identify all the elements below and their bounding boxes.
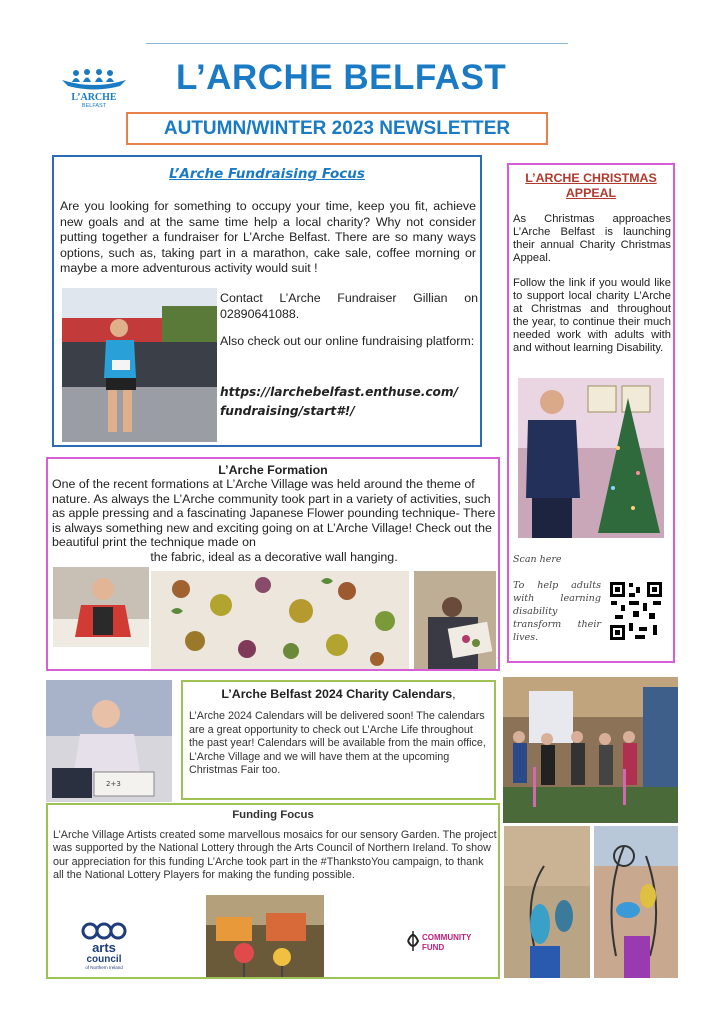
calendars-heading-line bbox=[183, 687, 494, 701]
lottery-logo-line1: COMMUNITY bbox=[422, 933, 472, 942]
calendars-heading-suffix: , bbox=[452, 687, 456, 701]
fundraising-link-line1[interactable]: https://larchebelfast.enthuse.com/ bbox=[220, 385, 459, 399]
christmas-heading: L’ARCHE CHRISTMAS APPEAL bbox=[525, 171, 657, 200]
fundraising-link[interactable] bbox=[220, 383, 478, 421]
christmas-paragraph-2: Follow the link if you would like to support local charity L’Arche at Christmas and throughout the year, to continue their much needed work with adults with and without learning Disability. bbox=[513, 277, 671, 354]
arts-logo-line2: council bbox=[86, 954, 122, 965]
flower-print-fabric-photo bbox=[151, 571, 409, 669]
formation-photo-person bbox=[53, 567, 149, 647]
fundraising-online: Also check out our online fundraising platform: bbox=[220, 334, 475, 349]
funding-paragraph: L’Arche Village Artists created some marvellous mosaics for our sensory Garden. The project was supported by the National Lottery through the Arts Council of Northern Ireland. To show our appreciation for this funding L’Arche took part in the #ThankstoYou campaign, to thank all the National Lottery Players for making the funding possible. bbox=[53, 829, 497, 882]
fundraising-heading: L’Arche Fundraising Focus bbox=[169, 166, 365, 182]
community-fund-logo bbox=[404, 927, 474, 957]
christmas-paragraph-1: As Christmas approaches L’Arche Belfast is launching their annual Charity Christmas Appeal. bbox=[513, 213, 671, 264]
calendars-heading: L’Arche Belfast 2024 Charity Calendars bbox=[221, 687, 453, 701]
arts-logo-line1: arts bbox=[92, 940, 116, 955]
formation-section bbox=[46, 457, 500, 671]
fundraising-section bbox=[52, 155, 482, 447]
funding-heading: Funding Focus bbox=[232, 809, 314, 821]
group-photo bbox=[503, 677, 678, 823]
fundraising-contact: Contact L’Arche Fundraiser Gillian on 02890641088. bbox=[220, 291, 478, 321]
formation-heading: L’Arche Formation bbox=[218, 463, 328, 477]
top-divider bbox=[146, 43, 568, 44]
scan-description: To help adults with learning disability transform their lives. bbox=[513, 580, 601, 643]
newsletter-subtitle: AUTUMN/WINTER 2023 NEWSLETTER bbox=[163, 117, 511, 139]
lottery-logo-line2: FUND bbox=[422, 943, 445, 952]
christmas-appeal-section bbox=[507, 163, 675, 663]
mosaic-photo bbox=[206, 895, 324, 977]
logo-subtext: BELFAST bbox=[81, 103, 107, 108]
formation-paragraph-block bbox=[52, 477, 496, 565]
formation-photo-card bbox=[414, 571, 496, 669]
mosaic-sculpture-photo-1 bbox=[504, 826, 590, 978]
arts-council-logo bbox=[76, 921, 132, 971]
formation-paragraph-end: the fabric, ideal as a decorative wall hanging. bbox=[150, 549, 398, 564]
subtitle-box bbox=[126, 112, 548, 145]
mosaic-sculpture-photo-2 bbox=[594, 826, 678, 978]
calendars-paragraph: L’Arche 2024 Calendars will be delivered soon! The calendars are a great opportunity to check out L’Arche Life throughout the past year! Calendars will be available from the main office, L’Arche Village and we will have them at the upcoming Christmas Fair too. bbox=[189, 710, 486, 777]
fundraising-paragraph: Are you looking for something to occupy your time, keep you fit, achieve new goals and at the same time help a local charity? Why not consider putting together a fundraiser for L’Arche Belfast. There are so many ways options, such as, taking part in a marathon, cake sale, coffee morning or maybe a more adventurous activity would suit ! bbox=[60, 199, 476, 276]
christmas-tree-photo bbox=[518, 378, 664, 538]
qr-code[interactable] bbox=[609, 581, 663, 641]
funding-section bbox=[46, 803, 500, 979]
scan-here-label: Scan here bbox=[513, 554, 562, 565]
fundraising-link-line2[interactable]: fundraising/start#!/ bbox=[220, 404, 355, 418]
formation-paragraph: One of the recent formations at L’Arche Village was held around the theme of nature. As always the L’Arche community took part in a variety of activities, such as apple pressing and a fascinating Japanese Flower pounding technique- There is always something new and exciting going on at L’Arche Village! Check out the beautiful print the technique made on bbox=[52, 477, 496, 550]
arts-logo-line3: of Northern Ireland bbox=[85, 965, 123, 970]
marathon-runner-photo bbox=[62, 288, 217, 442]
calendars-section bbox=[181, 680, 496, 800]
calendar-photo bbox=[46, 680, 172, 802]
logo-text: L’ARCHE bbox=[71, 92, 117, 103]
svg-text:2+3: 2+3 bbox=[106, 780, 121, 788]
fundraising-contact-block bbox=[220, 291, 478, 350]
larche-logo bbox=[54, 66, 134, 108]
page-title: L’ARCHE BELFAST bbox=[176, 58, 507, 97]
